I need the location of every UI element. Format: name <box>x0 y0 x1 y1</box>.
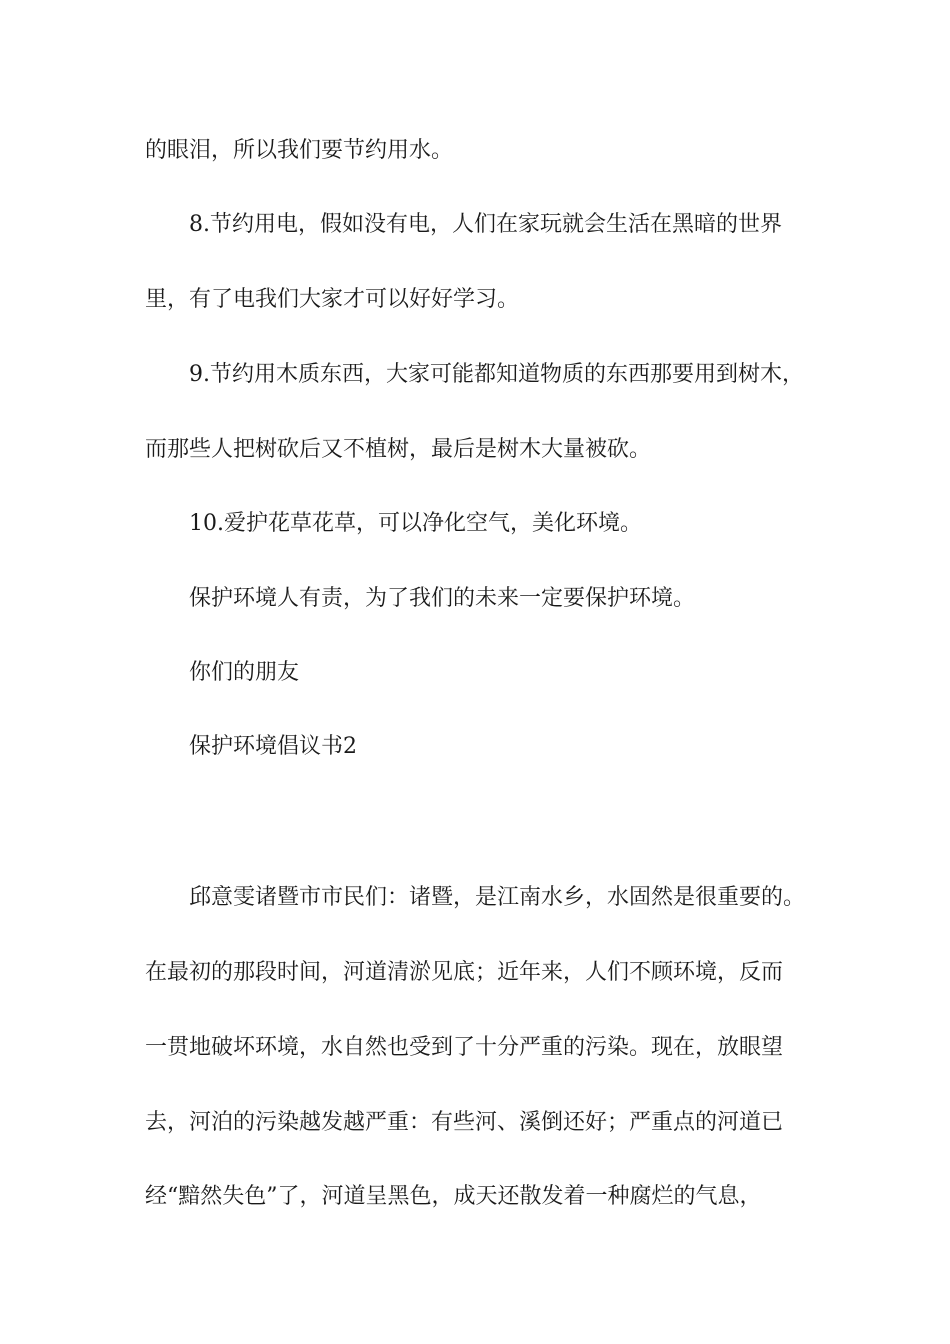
text-line: 你们的朋友 <box>189 660 300 685</box>
text-line: 经“黯然失色”了，河道呈黑色，成天还散发着一种腐烂的气息， <box>145 1184 762 1209</box>
text-line: 10.爱护花草花草，可以净化空气，美化环境。 <box>189 511 642 536</box>
text-line: 邱意雯诸暨市市民们：诸暨，是江南水乡，水固然是很重要的。 <box>189 885 806 910</box>
text-line: 在最初的那段时间，河道清淤见底；近年来，人们不顾环境，反而 <box>145 960 784 985</box>
text-line: 的眼泪，所以我们要节约用水。 <box>145 138 454 163</box>
text-line: 一贯地破坏环境，水自然也受到了十分严重的污染。现在，放眼望 <box>145 1035 784 1060</box>
text-line: 去，河泊的污染越发越严重：有些河、溪倒还好；严重点的河道已 <box>145 1110 784 1135</box>
text-line: 而那些人把树砍后又不植树，最后是树木大量被砍。 <box>145 437 652 462</box>
text-line: 8.节约用电，假如没有电，人们在家玩就会生活在黑暗的世界 <box>189 212 782 237</box>
section-heading: 保护环境倡议书2 <box>189 734 357 759</box>
text-line: 里，有了电我们大家才可以好好学习。 <box>145 287 520 312</box>
text-line: 9.节约用木质东西，大家可能都知道物质的东西那要用到树木， <box>189 362 804 387</box>
text-line: 保护环境人有责，为了我们的未来一定要保护环境。 <box>189 586 696 611</box>
